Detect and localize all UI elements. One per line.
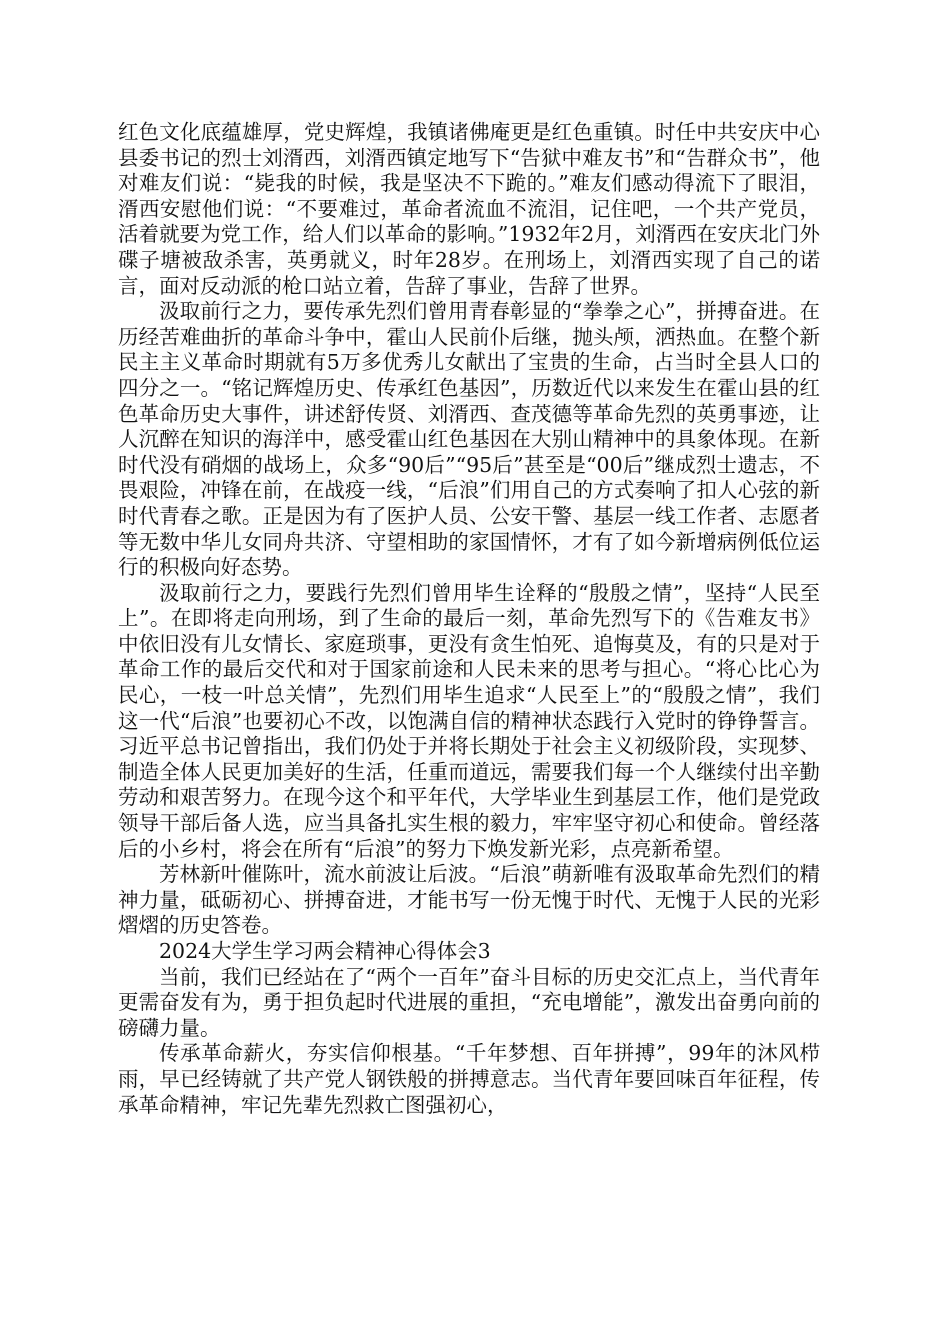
body-paragraph-6: 传承革命薪火，夯实信仰根基。“千年梦想、百年拼搏”，99年的沐风栉雨，早已经铸就了共产党人钢铁般的拼搏意志。当代青年要回味百年征程，传承革命精神，牢记先辈先烈救亡图强初心，: [118, 1041, 820, 1117]
section-heading: 2024大学生学习两会精神心得体会3: [159, 939, 491, 963]
body-paragraph-5: 当前，我们已经站在了“两个一百年”奋斗目标的历史交汇点上，当代青年更需奋发有为，勇于担负起时代进展的重担，“充电增能”，激发出奋勇向前的磅礴力量。: [118, 964, 820, 1040]
body-paragraph-4: 芳林新叶催陈叶，流水前波让后波。“后浪”萌新唯有汲取革命先烈们的精神力量，砥砺初心、拼搏奋进，才能书写一份无愧于时代、无愧于人民的光彩熠熠的历史答卷。: [118, 862, 820, 938]
body-paragraph-2: 汲取前行之力，要传承先烈们曾用青春彰显的“拳拳之心”，拼搏奋进。在历经苦难曲折的革命斗争中，霍山人民前仆后继，抛头颅，洒热血。在整个新民主主义革命时期就有5万多优秀儿女献出了宝贵的生命，占当时全县人口的四分之一。“铭记辉煌历史、传承红色基因”，历数近代以来发生在霍山县的红色革命历史大事件，讲述舒传贤、刘湑西、查茂德等革命先烈的英勇事迹，让人沉醉在知识的海洋中，感受霍山红色基因在大别山精神中的具象体现。在新时代没有硝烟的战场上，众多“90后”“95后”甚至是“00后”继成烈士遗志，不畏艰险，冲锋在前，在战疫一线，“后浪”们用自己的方式奏响了扣人心弦的新时代青春之歌。正是因为有了医护人员、公安干警、基层一线工作者、志愿者等无数中华儿女同舟共济、守望相助的家国情怀，才有了如今新增病例低位运行的积极向好态势。: [118, 299, 820, 580]
document-page: [118, 120, 820, 1118]
body-paragraph-3: 汲取前行之力，要践行先烈们曾用毕生诠释的“殷殷之情”，坚持“人民至上”。在即将走向刑场，到了生命的最后一刻，革命先烈写下的《告难友书》中依旧没有儿女情长、家庭琐事，更没有贪生怕死、追悔莫及，有的只是对于革命工作的最后交代和对于国家前途和人民未来的思考与担心。“将心比心为民心，一枝一叶总关情”，先烈们用毕生追求“人民至上”的“殷殷之情”，我们这一代“后浪”也要初心不改，以饱满自信的精神状态践行入党时的铮铮誓言。习近平总书记曾指出，我们仍处于并将长期处于社会主义初级阶段，实现梦、制造全体人民更加美好的生活，任重而道远，需要我们每一个人继续付出辛勤劳动和艰苦努力。在现今这个和平年代，大学毕业生到基层工作，他们是党政领导干部后备人选，应当具备扎实生根的毅力，牢牢坚守初心和使命。曾经落后的小乡村，将会在所有“后浪”的努力下焕发新光彩，点亮新希望。: [118, 580, 820, 861]
body-paragraph-1: 红色文化底蕴雄厚，党史辉煌，我镇诸佛庵更是红色重镇。时任中共安庆中心县委书记的烈士刘湑西，刘湑西镇定地写下“告狱中难友书”和“告群众书”，他对难友们说：“毙我的时候，我是坚决不下跪的。”难友们感动得流下了眼泪，湑西安慰他们说：“不要难过，革命者流血不流泪，记住吧，一个共产党员，活着就要为党工作，给人们以革命的影响。”1932年2月，刘湑西在安庆北门外碟子塘被敌杀害，英勇就义，时年28岁。在刑场上，刘湑西实现了自己的诺言，面对反动派的枪口站立着，告辞了事业，告辞了世界。: [118, 120, 820, 298]
